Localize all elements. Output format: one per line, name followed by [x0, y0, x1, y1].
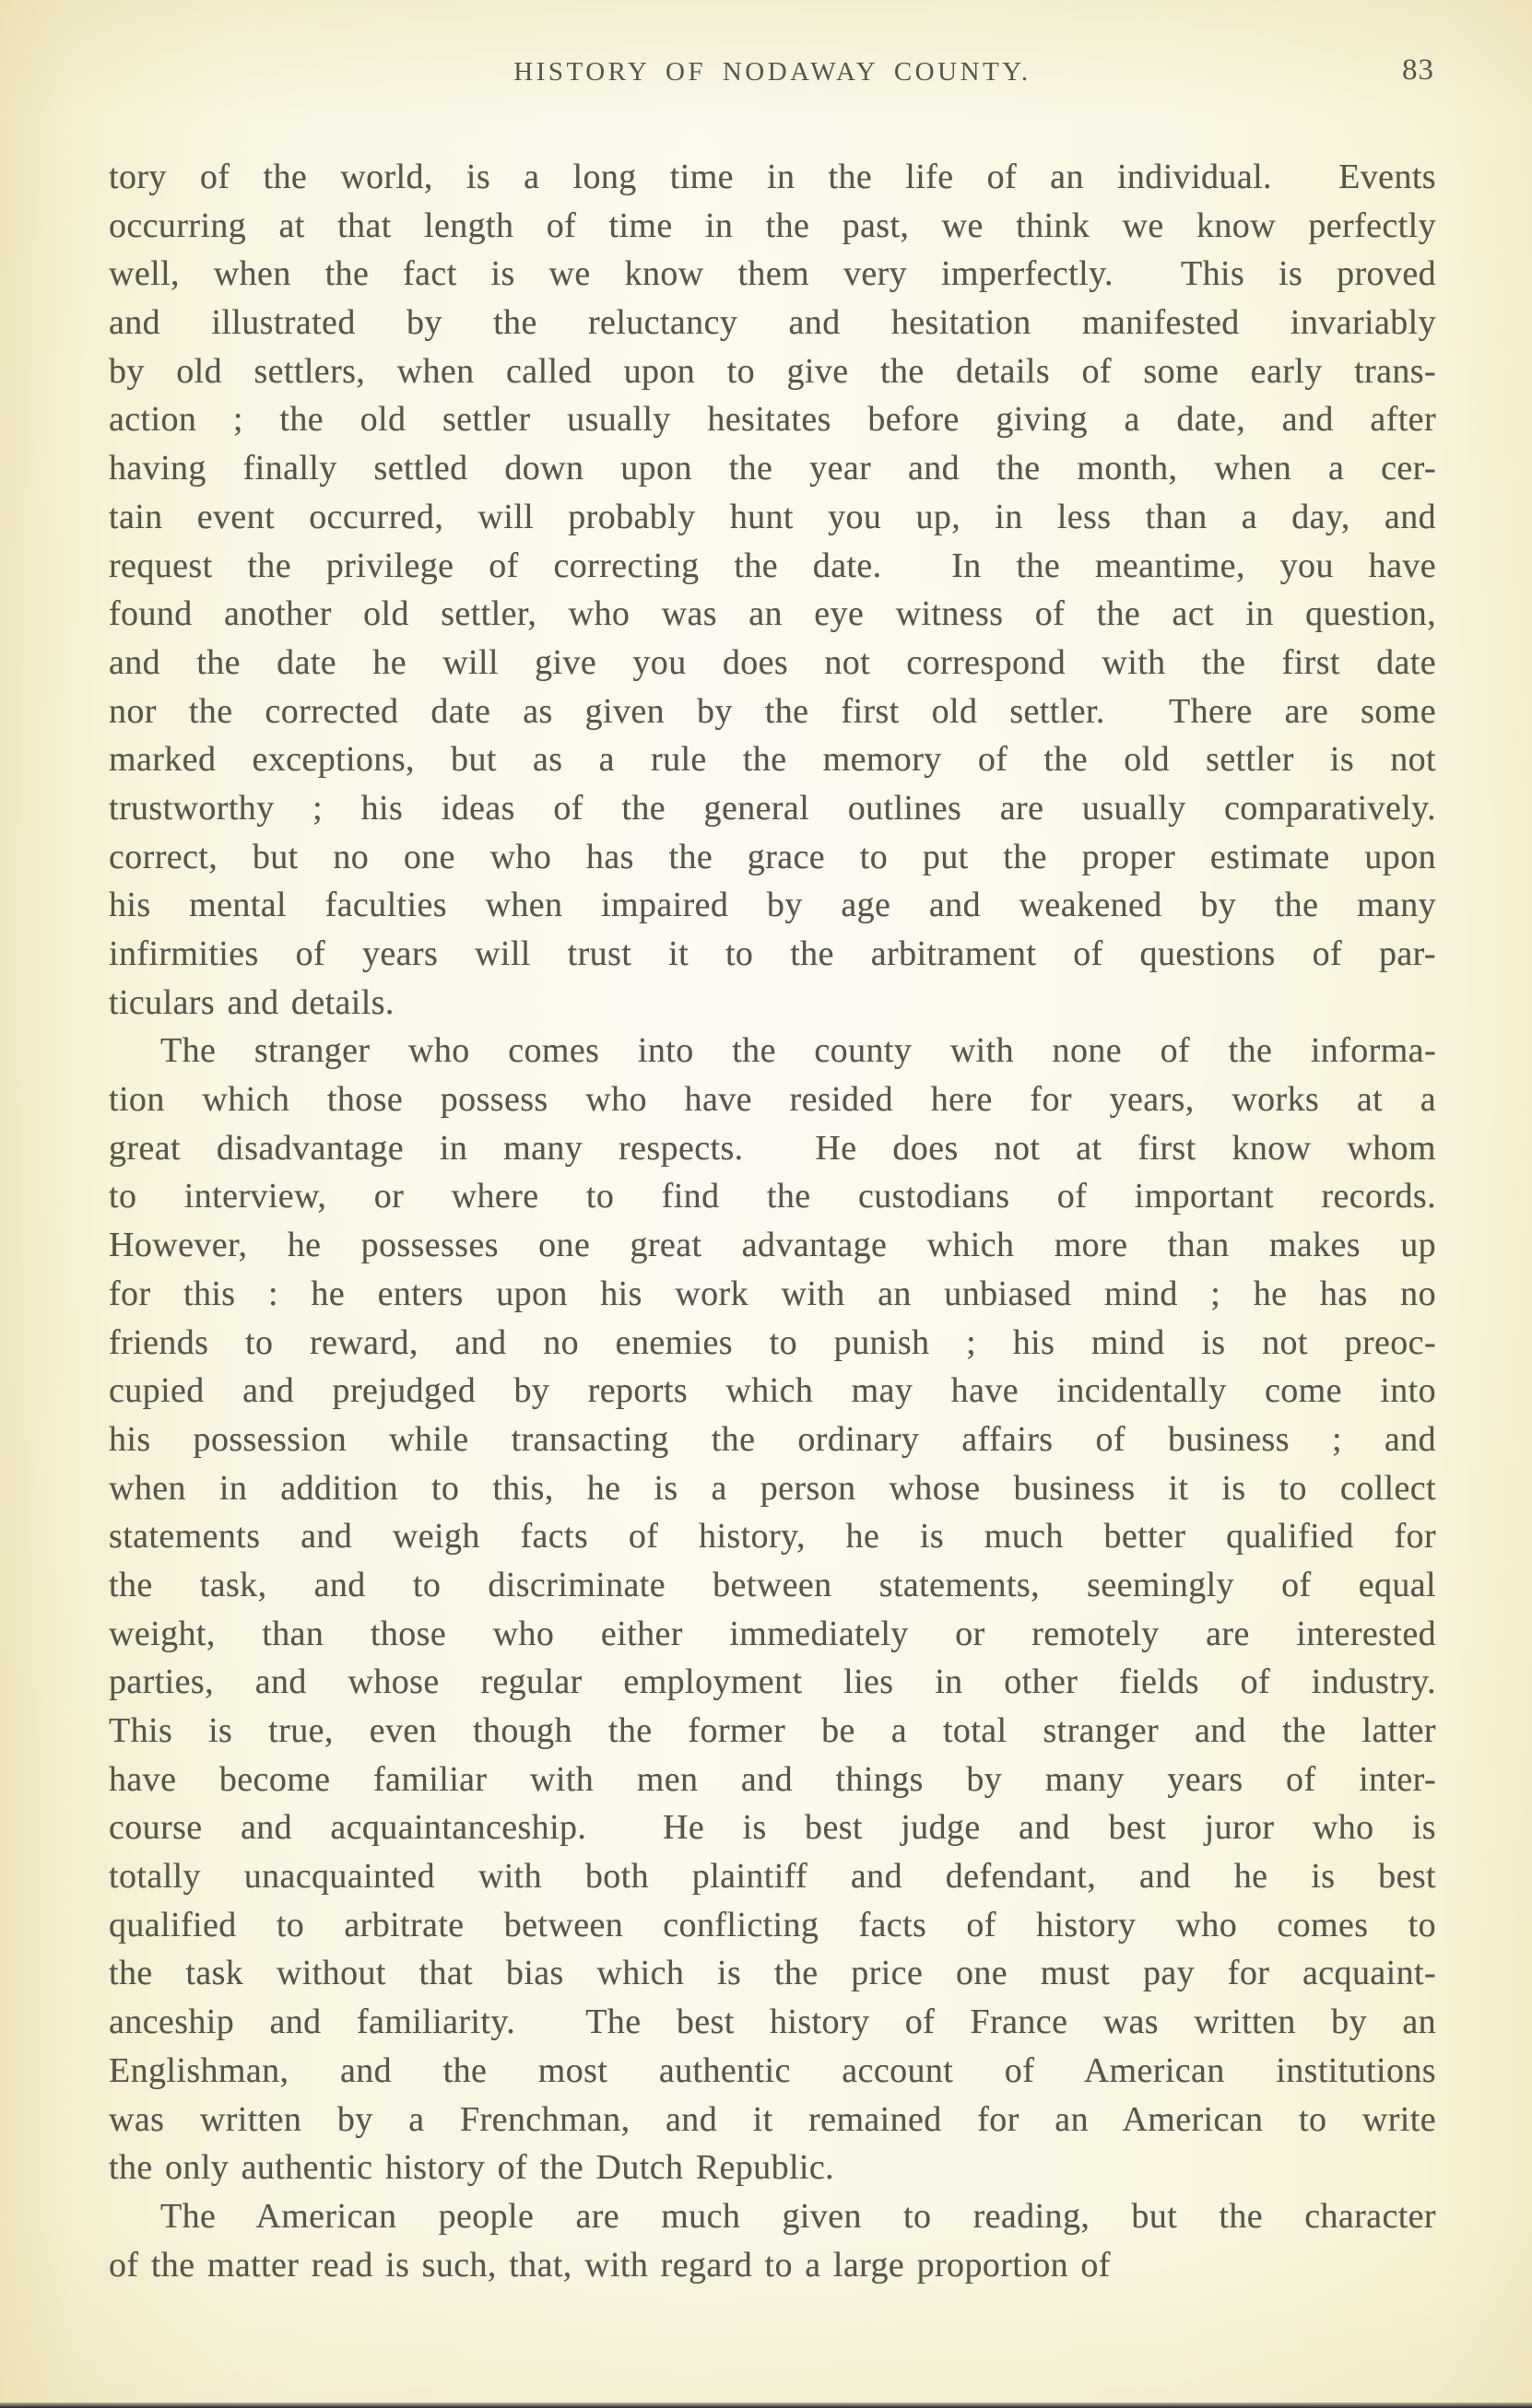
text-line: ticulars and details. — [109, 982, 395, 1022]
text-line: tory of the world, is a long time in the life of an individual. Events — [109, 158, 1436, 196]
text-line: tain event occurred, will probably hunt you up, in less than a day, and — [109, 497, 1436, 536]
text-line: by old settlers, when called upon to give the details of some early trans- — [109, 351, 1436, 391]
text-line: of the matter read is such, that, with regard to a large proportion of — [109, 2245, 1111, 2285]
text-line: course and acquaintanceship. He is best judge and best juror who is — [109, 1808, 1436, 1848]
text-line: nor the corrected date as given by the first old settler. There are some — [109, 691, 1436, 731]
text-line: request the privilege of correcting the date. In the meantime, you have — [109, 546, 1436, 585]
text-line: was written by a Frenchman, and it remained for an American to write — [109, 2099, 1436, 2139]
text-line: occurring at that length of time in the past, we think we know perfectly — [109, 206, 1436, 245]
text-line: weight, than those who either immediately or remotely are interested — [109, 1614, 1436, 1653]
running-title: HISTORY OF NODAWAY COUNTY. — [513, 57, 1031, 87]
text-line: great disadvantage in many respects. He does not at first know whom — [109, 1128, 1436, 1168]
text-line: and the date he will give you does not correspond with the first date — [109, 642, 1436, 682]
text-line: the only authentic history of the Dutch Republic. — [109, 2148, 835, 2188]
page-number: 83 — [1402, 53, 1434, 87]
text-line: trustworthy ; his ideas of the general outlines are usually comparatively. — [109, 788, 1436, 828]
text-line: anceship and familiarity. The best history of France was written by an — [109, 2003, 1436, 2042]
text-line: action ; the old settler usually hesitates before giving a date, and after — [109, 400, 1436, 440]
text-line: the task, and to discriminate between statements, seemingly of equal — [109, 1565, 1436, 1604]
text-line: found another old settler, who was an eye witness of the act in question, — [109, 594, 1436, 634]
text-line: However, he possesses one great advantage which more than makes up — [109, 1226, 1436, 1265]
text-line: marked exceptions, but as a rule the memory of the old settler is not — [109, 740, 1436, 780]
text-line: parties, and whose regular employment lies in other fields of industry. — [109, 1662, 1436, 1702]
text-line: tion which those possess who have resided here for years, works at a — [109, 1080, 1436, 1120]
text-line: qualified to arbitrate between conflicting facts of history who comes to — [109, 1905, 1436, 1944]
page-header — [109, 53, 1436, 98]
text-line: and illustrated by the reluctancy and hesitation manifested invariably — [109, 303, 1436, 343]
text-line: have become familiar with men and things by many years of inter- — [109, 1759, 1436, 1799]
text-line: The stranger who comes into the county with none of the informa- — [160, 1031, 1436, 1071]
text-line: correct, but no one who has the grace to put the proper estimate upon — [109, 837, 1436, 876]
page-body — [109, 153, 1436, 2289]
text-line: when in addition to this, he is a person whose business it is to collect — [109, 1468, 1436, 1508]
text-line: the task without that bias which is the price one must pay for acquaint- — [109, 1954, 1436, 1993]
text-line: The American people are much given to reading, but the character — [160, 2196, 1436, 2236]
text-line: cupied and prejudged by reports which may have incidentally come into — [109, 1371, 1436, 1411]
text-line: statements and weigh facts of history, he is much better qualified for — [109, 1517, 1436, 1556]
text-line: to interview, or where to find the custodians of important records. — [109, 1177, 1436, 1216]
text-line: having finally settled down upon the year and the month, when a cer- — [109, 449, 1436, 488]
text-line: for this : he enters upon his work with an unbiased mind ; he has no — [109, 1274, 1436, 1313]
scan-edge-shadow — [0, 2402, 1532, 2408]
text-line: infirmities of years will trust it to the arbitrament of questions of par- — [109, 934, 1436, 973]
text-line: friends to reward, and no enemies to punish ; his mind is not preoc- — [109, 1322, 1436, 1362]
text-line: well, when the fact is we know them very imperfectly. This is proved — [109, 254, 1436, 294]
text-line: totally unacquainted with both plaintiff and defendant, and he is best — [109, 1857, 1436, 1897]
text-line: Englishman, and the most authentic account of American institutions — [109, 2050, 1436, 2090]
text-line: This is true, even though the former be a total stranger and the latter — [109, 1711, 1436, 1750]
text-line: his possession while transacting the ordinary affairs of business ; and — [109, 1419, 1436, 1459]
text-line: his mental faculties when impaired by age and weakened by the many — [109, 886, 1436, 925]
